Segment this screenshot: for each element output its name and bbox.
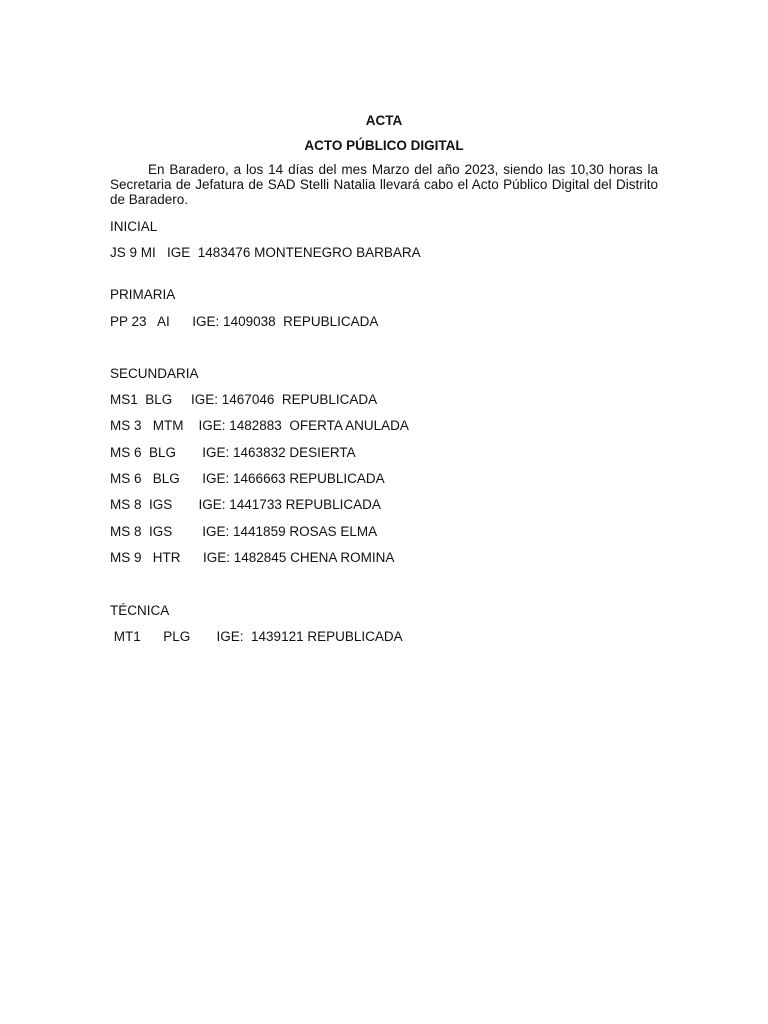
entry-line: PP 23 AI IGE: 1409038 REPUBLICADA — [110, 314, 379, 329]
entry-line: MT1 PLG IGE: 1439121 REPUBLICADA — [110, 629, 403, 644]
section-heading-primaria: PRIMARIA — [110, 287, 176, 302]
intro-paragraph: En Baradero, a los 14 días del mes Marzo del año 2023, siendo las 10,30 horas la Secretaria de Jefatura de SAD Stelli Natalia llevará cabo el Acto Público Digital del Distrito de Baradero. — [110, 162, 658, 207]
entry-line: MS 6 BLG IGE: 1463832 DESIERTA — [110, 445, 356, 460]
document-subtitle: ACTO PÚBLICO DIGITAL — [304, 138, 464, 153]
section-heading-secundaria: SECUNDARIA — [110, 366, 199, 381]
entry-line: MS 3 MTM IGE: 1482883 OFERTA ANULADA — [110, 418, 409, 433]
entry-line: JS 9 MI IGE 1483476 MONTENEGRO BARBARA — [110, 245, 421, 260]
entry-line: MS 9 HTR IGE: 1482845 CHENA ROMINA — [110, 550, 395, 565]
section-heading-tecnica: TÉCNICA — [110, 603, 170, 618]
entry-line: MS1 BLG IGE: 1467046 REPUBLICADA — [110, 392, 378, 407]
section-heading-inicial: INICIAL — [110, 219, 158, 234]
entry-line: MS 8 IGS IGE: 1441859 ROSAS ELMA — [110, 524, 378, 539]
entry-line: MS 6 BLG IGE: 1466663 REPUBLICADA — [110, 471, 385, 486]
entry-line: MS 8 IGS IGE: 1441733 REPUBLICADA — [110, 497, 381, 512]
document-title: ACTA — [365, 113, 403, 128]
